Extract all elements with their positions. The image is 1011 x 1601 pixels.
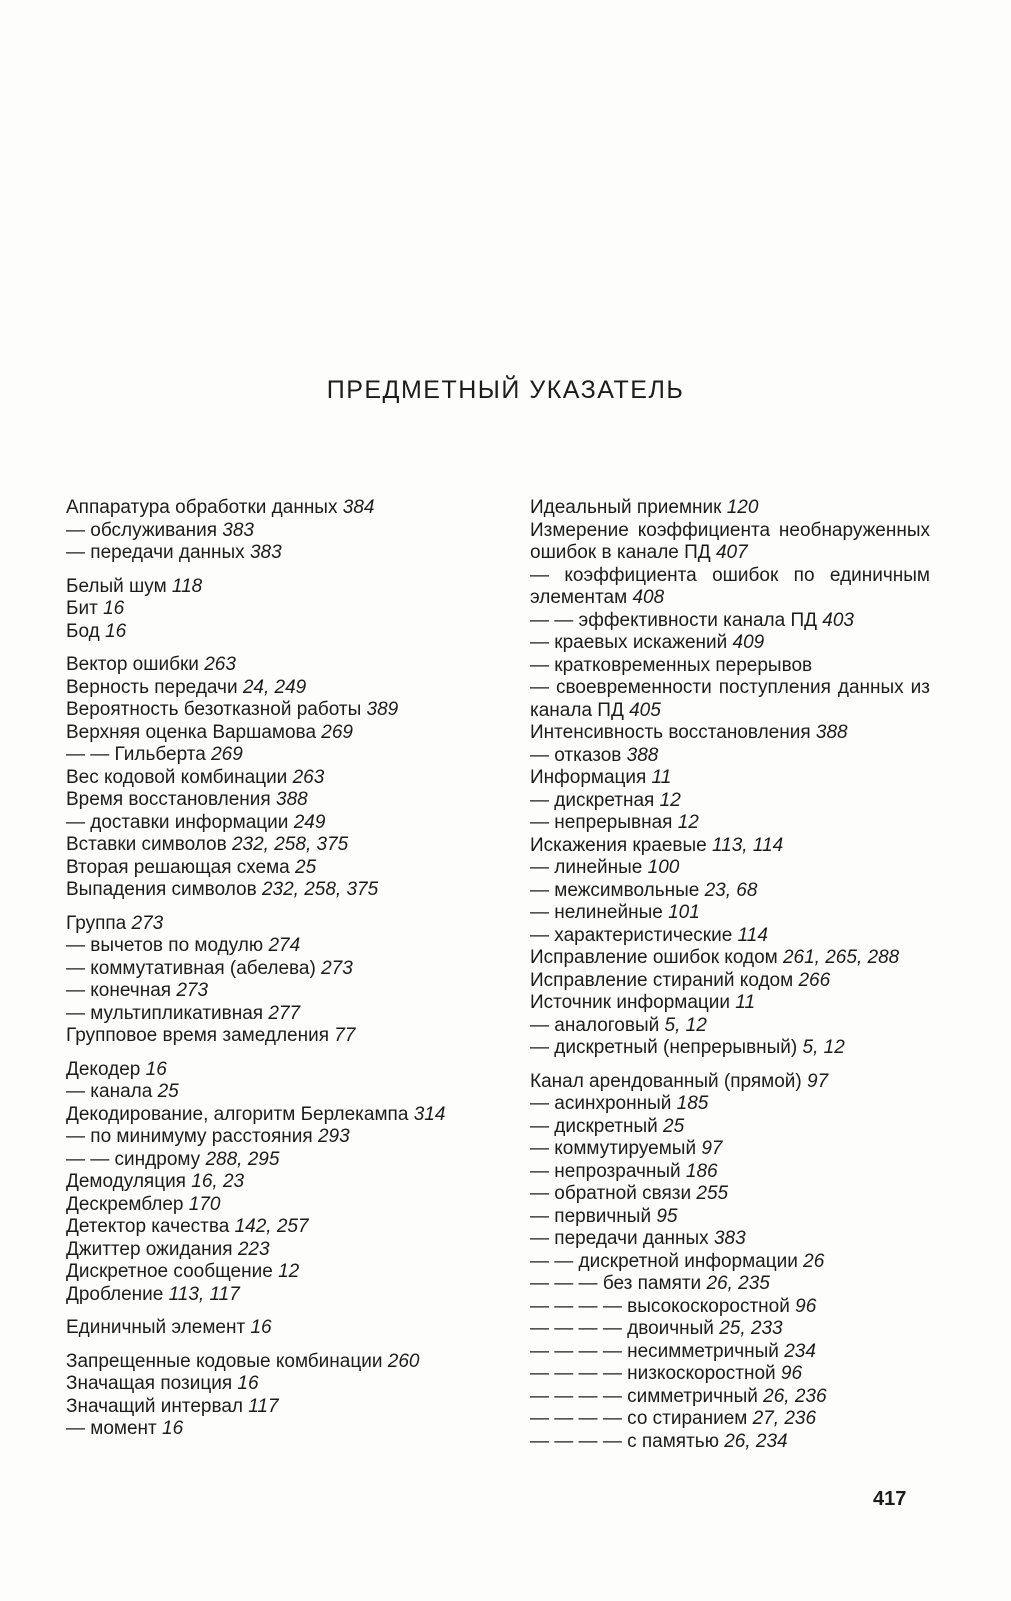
index-term: — дискретная: [530, 789, 655, 811]
index-term: — обратной связи: [530, 1183, 692, 1204]
index-pages: 274: [268, 935, 301, 956]
index-entry: [66, 654, 466, 677]
index-group: [530, 497, 930, 1060]
index-term: — — — — несимметричный: [530, 1340, 779, 1362]
index-term: Верхняя оценка Варшамова: [66, 721, 317, 743]
index-term: Групповое время замедления: [66, 1025, 329, 1046]
index-pages: 383: [249, 542, 282, 563]
index-term: Искажения краевые: [530, 834, 707, 856]
index-entry: [530, 497, 930, 520]
index-term: Декодирование, алгоритм Берлекампа: [66, 1103, 409, 1125]
index-entry: [66, 1396, 466, 1419]
index-pages: 5, 12: [664, 1014, 707, 1036]
index-pages: 26: [803, 1250, 825, 1272]
index-pages: 293: [317, 1126, 350, 1147]
index-term: — коммутируемый: [530, 1138, 697, 1159]
index-entry: [66, 1003, 466, 1026]
index-pages: 407: [715, 542, 748, 563]
index-entry: [530, 722, 930, 745]
index-term: — характеристические: [530, 924, 733, 946]
index-term: Исправление ошибок кодом: [530, 947, 778, 968]
index-pages: 114: [737, 924, 768, 946]
index-entry: [66, 857, 466, 880]
index-pages: 16: [162, 1418, 184, 1439]
index-group: [66, 1059, 466, 1307]
index-entry: [530, 880, 930, 903]
index-pages: 16: [103, 598, 125, 619]
index-term: Дискретное сообщение: [66, 1261, 273, 1282]
index-entry: [66, 744, 466, 767]
index-term: — конечная: [66, 980, 172, 1001]
index-entry: [530, 677, 930, 722]
index-entry: [66, 1317, 466, 1340]
index-entry: [66, 1126, 466, 1149]
index-entry: [66, 767, 466, 790]
index-pages: 16: [237, 1373, 259, 1394]
index-entry: [66, 935, 466, 958]
index-entry: [530, 835, 930, 858]
index-pages: 97: [807, 1070, 829, 1092]
index-term: — — эффективности канала ПД: [530, 609, 817, 631]
index-entry: [66, 542, 466, 565]
index-term: — — — — с памятью: [530, 1430, 719, 1452]
index-entry: [66, 980, 466, 1003]
index-term: Джиттер ожидания: [66, 1238, 233, 1260]
index-entry: [530, 902, 930, 925]
index-term: Аппаратура обработки данных: [66, 497, 338, 518]
index-entry: [530, 1431, 930, 1454]
index-entry: [66, 812, 466, 835]
index-pages: 273: [176, 980, 209, 1001]
index-group: [66, 497, 466, 565]
index-term: — отказов: [530, 744, 622, 766]
index-entry: [530, 812, 930, 835]
index-entry: [530, 1116, 930, 1139]
index-pages: 273: [321, 957, 353, 979]
index-term: Информация: [530, 767, 647, 788]
index-pages: 101: [668, 902, 700, 923]
index-entry: [530, 1071, 930, 1094]
index-entry: [66, 958, 466, 981]
index-term: Декодер: [66, 1058, 141, 1080]
index-entry: [530, 1296, 930, 1319]
index-pages: 383: [713, 1228, 746, 1249]
index-pages: 25: [295, 856, 317, 878]
index-entry: [530, 970, 930, 993]
index-pages: 95: [656, 1205, 678, 1227]
index-entry: [530, 1386, 930, 1409]
index-term: Единичный элемент: [66, 1317, 246, 1338]
index-entry: [530, 1318, 930, 1341]
index-entry: [66, 1081, 466, 1104]
index-entry: [66, 834, 466, 857]
index-term: Интенсивность восстановления: [530, 722, 811, 743]
index-pages: 11: [651, 767, 672, 788]
index-entry: [530, 1015, 930, 1038]
index-pages: 388: [626, 744, 659, 766]
index-entry: [66, 1239, 466, 1262]
index-term: — межсимвольные: [530, 879, 700, 901]
index-pages: 97: [701, 1138, 723, 1159]
index-group: [530, 1071, 930, 1454]
index-entry: [66, 677, 466, 700]
index-term: — — дискретной информации: [530, 1250, 798, 1272]
index-pages: 409: [732, 632, 765, 653]
index-entry: [530, 925, 930, 948]
index-pages: 383: [222, 519, 254, 541]
index-pages: 186: [685, 1160, 718, 1182]
index-entry: [530, 1161, 930, 1184]
index-term: — по минимуму расстояния: [66, 1126, 313, 1147]
index-term: Идеальный приемник: [530, 497, 722, 518]
index-term: — кратковременных перерывов: [530, 654, 813, 676]
index-term: Значащий интервал: [66, 1395, 243, 1417]
index-entry: [530, 610, 930, 633]
index-term: — нелинейные: [530, 902, 663, 923]
index-term: Вторая решающая схема: [66, 856, 290, 878]
index-pages: 384: [342, 497, 375, 518]
index-entry: [66, 1373, 466, 1396]
index-entry: [530, 947, 930, 970]
index-term: — дискретный (непрерывный): [530, 1037, 798, 1058]
index-entry: [530, 1206, 930, 1229]
index-entry: [530, 1363, 930, 1386]
index-pages: 16: [105, 620, 127, 642]
index-term: Выпадения символов: [66, 879, 257, 900]
index-pages: 11: [735, 992, 756, 1013]
index-term: Дескремблер: [66, 1193, 184, 1215]
index-term: Исправление стираний кодом: [530, 969, 794, 991]
index-entry: [66, 1149, 466, 1172]
index-entry: [530, 632, 930, 655]
index-pages: 24, 249: [242, 676, 307, 698]
index-group: [66, 1317, 466, 1340]
index-pages: 273: [131, 912, 164, 934]
index-entry: [66, 1418, 466, 1441]
index-pages: 255: [696, 1183, 729, 1204]
index-pages: 12: [677, 812, 699, 833]
index-pages: 269: [321, 721, 353, 743]
index-term: Бит: [66, 598, 98, 619]
index-pages: 234: [784, 1340, 816, 1362]
index-pages: 26, 236: [763, 1385, 827, 1407]
index-pages: 113, 117: [168, 1283, 240, 1305]
index-column-right: [530, 497, 930, 1453]
index-pages: 388: [276, 789, 308, 810]
index-pages: 16, 23: [191, 1171, 245, 1192]
index-entry: [530, 1341, 930, 1364]
index-group: [66, 1351, 466, 1441]
index-entry: [66, 576, 466, 599]
index-pages: 96: [780, 1363, 803, 1384]
index-entry: [530, 655, 930, 678]
index-term: — — синдрому: [66, 1148, 201, 1170]
index-term: — обслуживания: [66, 519, 217, 541]
index-entry: [66, 598, 466, 621]
index-entry: [66, 1261, 466, 1284]
index-pages: 142, 257: [234, 1216, 309, 1237]
index-term: — краевых искажений: [530, 632, 728, 653]
index-pages: 261, 265, 288: [782, 947, 900, 968]
index-term: Группа: [66, 912, 127, 934]
index-term: Канал арендованный (прямой): [530, 1070, 802, 1092]
index-term: Значащая позиция: [66, 1373, 233, 1394]
index-entry: [66, 1351, 466, 1374]
index-pages: 25: [663, 1115, 685, 1137]
index-term: — своевременности поступления данных из канала ПД: [530, 677, 930, 721]
index-pages: 117: [248, 1395, 279, 1417]
index-entry: [66, 879, 466, 902]
index-entry: [66, 520, 466, 543]
index-term: — — — без памяти: [530, 1273, 702, 1294]
index-pages: 388: [815, 722, 848, 743]
index-term: Вставки символов: [66, 834, 227, 855]
index-pages: 12: [278, 1261, 300, 1282]
index-pages: 26, 234: [724, 1430, 788, 1452]
index-term: Время восстановления: [66, 789, 271, 810]
index-pages: 16: [250, 1317, 272, 1338]
index-entry: [530, 1093, 930, 1116]
index-term: Верность передачи: [66, 676, 238, 698]
index-entry: [66, 1171, 466, 1194]
index-pages: 120: [726, 497, 759, 518]
index-pages: 405: [629, 699, 661, 721]
index-column-left: [66, 497, 466, 1441]
index-entry: [530, 1138, 930, 1161]
index-term: — передачи данных: [66, 542, 245, 563]
index-pages: 223: [237, 1238, 270, 1260]
index-term: Демодуляция: [66, 1171, 186, 1192]
index-term: — линейные: [530, 857, 643, 878]
index-term: Вектор ошибки: [66, 654, 199, 675]
index-pages: 403: [822, 609, 854, 631]
index-entry: [66, 497, 466, 520]
index-term: — — — — низкоскоростной: [530, 1363, 776, 1384]
index-entry: [530, 767, 930, 790]
index-pages: 263: [292, 766, 325, 788]
index-term: Запрещенные кодовые комбинации: [66, 1350, 383, 1372]
index-term: Белый шум: [66, 575, 167, 597]
index-pages: 232, 258, 375: [261, 879, 379, 900]
index-term: Вес кодовой комбинации: [66, 766, 288, 788]
index-entry: [530, 1273, 930, 1296]
index-entry: [66, 789, 466, 812]
index-pages: 263: [204, 654, 236, 675]
index-entry: [530, 1228, 930, 1251]
index-term: — — — — высокоскоростной: [530, 1295, 790, 1317]
index-entry: [66, 621, 466, 644]
index-entry: [66, 913, 466, 936]
index-pages: 249: [293, 811, 326, 833]
index-term: — — — — со стиранием: [530, 1408, 748, 1429]
index-pages: 277: [268, 1002, 301, 1024]
index-pages: 408: [632, 587, 665, 608]
index-pages: 5, 12: [802, 1037, 845, 1058]
index-pages: 118: [171, 575, 203, 597]
index-pages: 16: [145, 1058, 167, 1080]
index-term: — момент: [66, 1418, 157, 1439]
index-entry: [66, 1216, 466, 1239]
index-entry: [530, 565, 930, 610]
index-term: — первичный: [530, 1205, 652, 1227]
index-term: Источник информации: [530, 992, 731, 1013]
index-term: — коммутативная (абелева): [66, 957, 316, 979]
index-pages: 288, 295: [205, 1148, 280, 1170]
index-entry: [530, 790, 930, 813]
index-entry: [530, 1408, 930, 1431]
index-pages: 12: [659, 789, 681, 811]
index-entry: [66, 699, 466, 722]
index-term: — непрерывная: [530, 812, 673, 833]
index-pages: 314: [413, 1103, 446, 1125]
index-term: — доставки информации: [66, 811, 289, 833]
index-pages: 96: [795, 1295, 817, 1317]
index-entry: [66, 1104, 466, 1127]
index-group: [66, 913, 466, 1048]
index-group: [66, 576, 466, 644]
index-entry: [66, 1025, 466, 1048]
index-term: — мультипликативная: [66, 1002, 264, 1024]
index-term: Бод: [66, 620, 100, 642]
index-entry: [66, 722, 466, 745]
index-term: — коэффициента ошибок по единичным элементам: [530, 564, 930, 608]
index-term: Детектор качества: [66, 1216, 230, 1237]
index-pages: 260: [387, 1350, 420, 1372]
index-entry: [66, 1194, 466, 1217]
index-term: — аналоговый: [530, 1014, 660, 1036]
index-term: — — — — симметричный: [530, 1385, 758, 1407]
index-entry: [530, 992, 930, 1015]
index-term: — непрозрачный: [530, 1160, 681, 1182]
index-pages: 25, 233: [719, 1318, 783, 1339]
index-entry: [530, 745, 930, 768]
index-group: [66, 654, 466, 902]
page-number: 417: [873, 1488, 907, 1510]
index-entry: [530, 1183, 930, 1206]
index-entry: [530, 520, 930, 565]
index-pages: 389: [366, 699, 399, 720]
index-entry: [530, 1037, 930, 1060]
index-entry: [530, 1251, 930, 1274]
index-pages: 26, 235: [706, 1273, 770, 1294]
index-entry: [66, 1284, 466, 1307]
index-pages: 113, 114: [712, 834, 784, 856]
index-term: — передачи данных: [530, 1228, 709, 1249]
index-pages: 232, 258, 375: [231, 834, 349, 855]
index-term: — дискретный: [530, 1115, 658, 1137]
index-pages: 266: [798, 969, 831, 991]
index-pages: 23, 68: [704, 879, 758, 901]
index-entry: [66, 1059, 466, 1082]
index-term: Измерение коэффициента необнаруженных ошибок в канале ПД: [530, 519, 930, 563]
index-pages: 269: [211, 744, 243, 765]
index-term: — — — — двоичный: [530, 1318, 714, 1339]
index-pages: 77: [334, 1025, 356, 1046]
index-pages: 27, 236: [752, 1408, 817, 1429]
index-term: Дробление: [66, 1283, 164, 1305]
index-entry: [530, 857, 930, 880]
page-title: ПРЕДМЕТНЫЙ УКАЗАТЕЛЬ: [326, 376, 685, 404]
index-pages: 100: [647, 857, 680, 878]
index-term: Вероятность безотказной работы: [66, 699, 362, 720]
index-pages: 25: [157, 1081, 179, 1102]
index-term: — вычетов по модулю: [66, 935, 264, 956]
index-term: — канала: [66, 1081, 153, 1102]
index-term: — асинхронный: [530, 1093, 672, 1114]
index-pages: 170: [188, 1193, 221, 1215]
index-term: — — Гильберта: [66, 744, 206, 765]
index-pages: 185: [676, 1093, 709, 1114]
